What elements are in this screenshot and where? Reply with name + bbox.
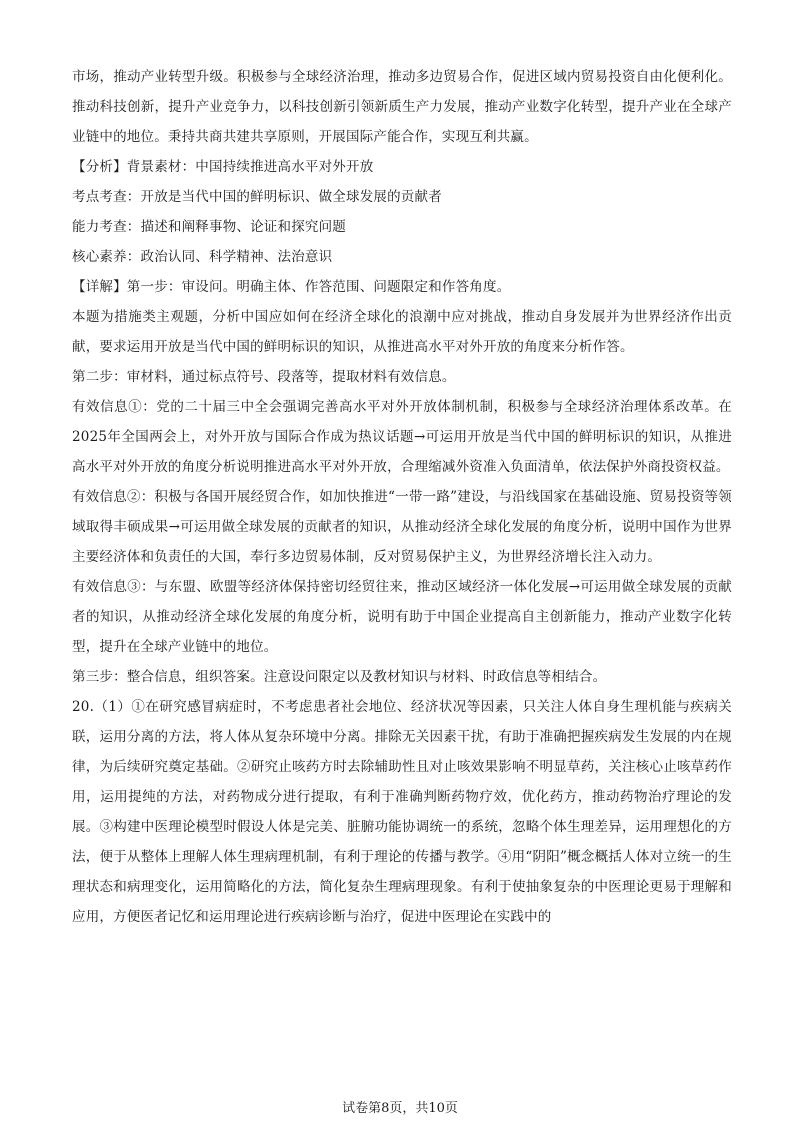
paragraph-question-20: 20.（1）①在研究感冒病症时，不考虑患者社会地位、经济状况等因素，只关注人体自身生理机能与疾病关联，运用分离的方法，将人体从复杂环境中分离。排除无关因素干扰，有助于准确把握疾病发生发展的内在规律，为后续研究奠定基础。②研究止咳药方时去除辅助性且对止咳效果影响不明显草药，关注核心止咳草药作用，运用提纯的方法，对药物成分进行提取，有利于准确判断药物疗效，优化药方，推动药物治疗理论的发展。③构建中医理论模型时假设人体是完美、脏腑功能协调统一的系统，忽略个体生理差异，运用理想化的方法，便于从整体上理解人体生理病理机制，有利于理论的传播与教学。④用“阴阳”概念概括人体对立统一的生理状态和病理变化，运用简略化的方法，简化复杂生理病理现象。有利于使抽象复杂的中医理论更易于理解和应用，方便医者记忆和运用理论进行疾病诊断与治疗，促进中医理论在实践中的 — [72, 699, 732, 925]
paragraph-core-literacy: 核心素养：政治认同、科学精神、法治意识 — [72, 249, 333, 265]
paragraph-analysis-heading: 【分析】背景素材：中国持续推进高水平对外开放 — [72, 159, 374, 175]
paragraph-info-2: 有效信息②：积极与各国开展经贸合作，如加快推进“一带一路”建设，与沿线国家在基础设施、贸易投资等领域取得丰硕成果→可运用做全球发展的贡献者的知识，从推动经济全球化发展的角度分析，说明中国作为世界主要经济体和负责任的大国，奉行多边贸易体制，反对贸易保护主义，为世界经济增长注入动力。 — [72, 489, 732, 565]
document-body — [72, 62, 732, 932]
paragraph-ability: 能力考查：描述和阐释事物、论证和探究问题 — [72, 219, 346, 235]
paragraph-info-1: 有效信息①：党的二十届三中全会强调完善高水平对外开放体制机制，积极参与全球经济治理体系改革。在2025年全国两会上，对外开放与国际合作成为热议话题→可运用开放是当代中国的鲜明标识的知识，从推进高水平对外开放的角度分析说明推进高水平对外开放，合理缩减外资准入负面清单，依法保护外商投资权益。 — [72, 399, 732, 475]
paragraph-info-3: 有效信息③：与东盟、欧盟等经济体保持密切经贸往来，推动区域经济一体化发展→可运用做全球发展的贡献者的知识，从推动经济全球化发展的角度分析，说明有助于中国企业提高自主创新能力，推动产业数字化转型，提升在全球产业链中的地位。 — [72, 579, 732, 655]
paragraph-step2: 第二步：审材料，通过标点符号、段落等，提取材料有效信息。 — [72, 369, 456, 385]
paragraph-exam-point: 考点考查：开放是当代中国的鲜明标识、做全球发展的贡献者 — [72, 189, 442, 205]
paragraph-intro: 市场，推动产业转型升级。积极参与全球经济治理，推动多边贸易合作，促进区域内贸易投资自由化便利化。推动科技创新，提升产业竞争力，以科技创新引领新质生产力发展，推动产业数字化转型，提升产业在全球产业链中的地位。秉持共商共建共享原则，开展国际产能合作，实现互利共赢。 — [72, 69, 732, 145]
paragraph-detail-step1: 【详解】第一步：审设问。明确主体、作答范围、问题限定和作答角度。 — [72, 279, 511, 295]
paragraph-question-type: 本题为措施类主观题，分析中国应如何在经济全球化的浪潮中应对挑战，推动自身发展并为世界经济作出贡献，要求运用开放是当代中国的鲜明标识的知识，从推进高水平对外开放的角度来分析作答。 — [72, 309, 732, 355]
page-footer: 试卷第8页，共10页 — [342, 1101, 458, 1116]
paragraph-step3: 第三步：整合信息，组织答案。注意设问限定以及教材知识与材料、时政信息等相结合。 — [72, 669, 607, 685]
